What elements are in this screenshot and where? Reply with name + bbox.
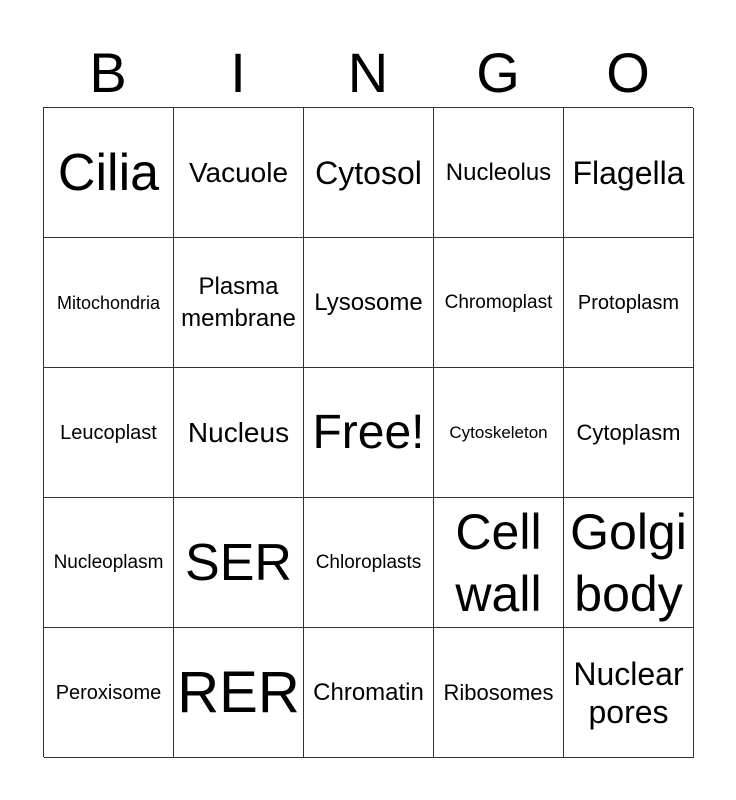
bingo-cell[interactable] — [44, 368, 174, 498]
cell-label: Nucleus — [187, 416, 290, 448]
bingo-board — [43, 107, 693, 757]
bingo-header — [43, 38, 693, 108]
free-space-label: Free! — [312, 405, 425, 459]
cell-label: Peroxisome — [55, 681, 162, 704]
cell-label: SER — [185, 533, 292, 592]
cell-label: Golgi body — [570, 503, 687, 622]
bingo-cell[interactable] — [44, 628, 174, 758]
cell-label: Cytoskeleton — [449, 422, 548, 442]
bingo-cell[interactable] — [304, 498, 434, 628]
cell-label: Mitochondria — [56, 292, 161, 313]
cell-label: Plasma membrane — [181, 272, 296, 332]
cell-label: Leucoplast — [60, 421, 157, 444]
cell-label: Chromoplast — [444, 291, 553, 313]
bingo-cell[interactable] — [564, 238, 694, 368]
bingo-cell[interactable] — [44, 108, 174, 238]
cell-label: Flagella — [572, 154, 685, 191]
bingo-cell[interactable] — [174, 368, 304, 498]
bingo-cell[interactable] — [434, 368, 564, 498]
cell-label: Cilia — [57, 143, 160, 202]
bingo-cell[interactable] — [564, 628, 694, 758]
bingo-cell[interactable] — [174, 238, 304, 368]
header-letter-g: G — [476, 41, 520, 104]
header-letter-o: O — [606, 41, 650, 104]
bingo-cell[interactable] — [434, 628, 564, 758]
cell-label: Chloroplasts — [315, 551, 422, 573]
bingo-cell[interactable] — [564, 108, 694, 238]
cell-label: Nuclear pores — [573, 655, 684, 730]
cell-label: Cytoplasm — [576, 419, 681, 445]
bingo-cell[interactable] — [304, 628, 434, 758]
cell-label: Protoplasm — [577, 291, 680, 314]
cell-label: Vacuole — [188, 156, 289, 188]
cell-label: Lysosome — [314, 288, 423, 316]
bingo-cell[interactable] — [564, 368, 694, 498]
cell-label: Chromatin — [313, 678, 424, 706]
cell-label: Cell wall — [455, 503, 542, 622]
bingo-cell[interactable] — [304, 238, 434, 368]
bingo-cell[interactable] — [434, 498, 564, 628]
bingo-cell[interactable] — [44, 238, 174, 368]
bingo-cell[interactable] — [434, 238, 564, 368]
header-letter-b: B — [89, 41, 127, 104]
header-letter-n: N — [347, 41, 389, 104]
bingo-cell[interactable] — [174, 108, 304, 238]
cell-label: Cytosol — [315, 154, 422, 191]
bingo-cell[interactable] — [434, 108, 564, 238]
cell-label: Nucleolus — [445, 158, 552, 186]
bingo-cell[interactable] — [174, 628, 304, 758]
bingo-cell[interactable] — [564, 498, 694, 628]
cell-label: Ribosomes — [443, 679, 554, 705]
bingo-cell[interactable] — [304, 108, 434, 238]
cell-label: Nucleoplasm — [53, 551, 164, 573]
cell-label: RER — [177, 659, 300, 725]
bingo-cell[interactable] — [174, 498, 304, 628]
header-letter-i: I — [230, 41, 246, 104]
bingo-cell[interactable] — [304, 368, 434, 498]
bingo-cell[interactable] — [44, 498, 174, 628]
